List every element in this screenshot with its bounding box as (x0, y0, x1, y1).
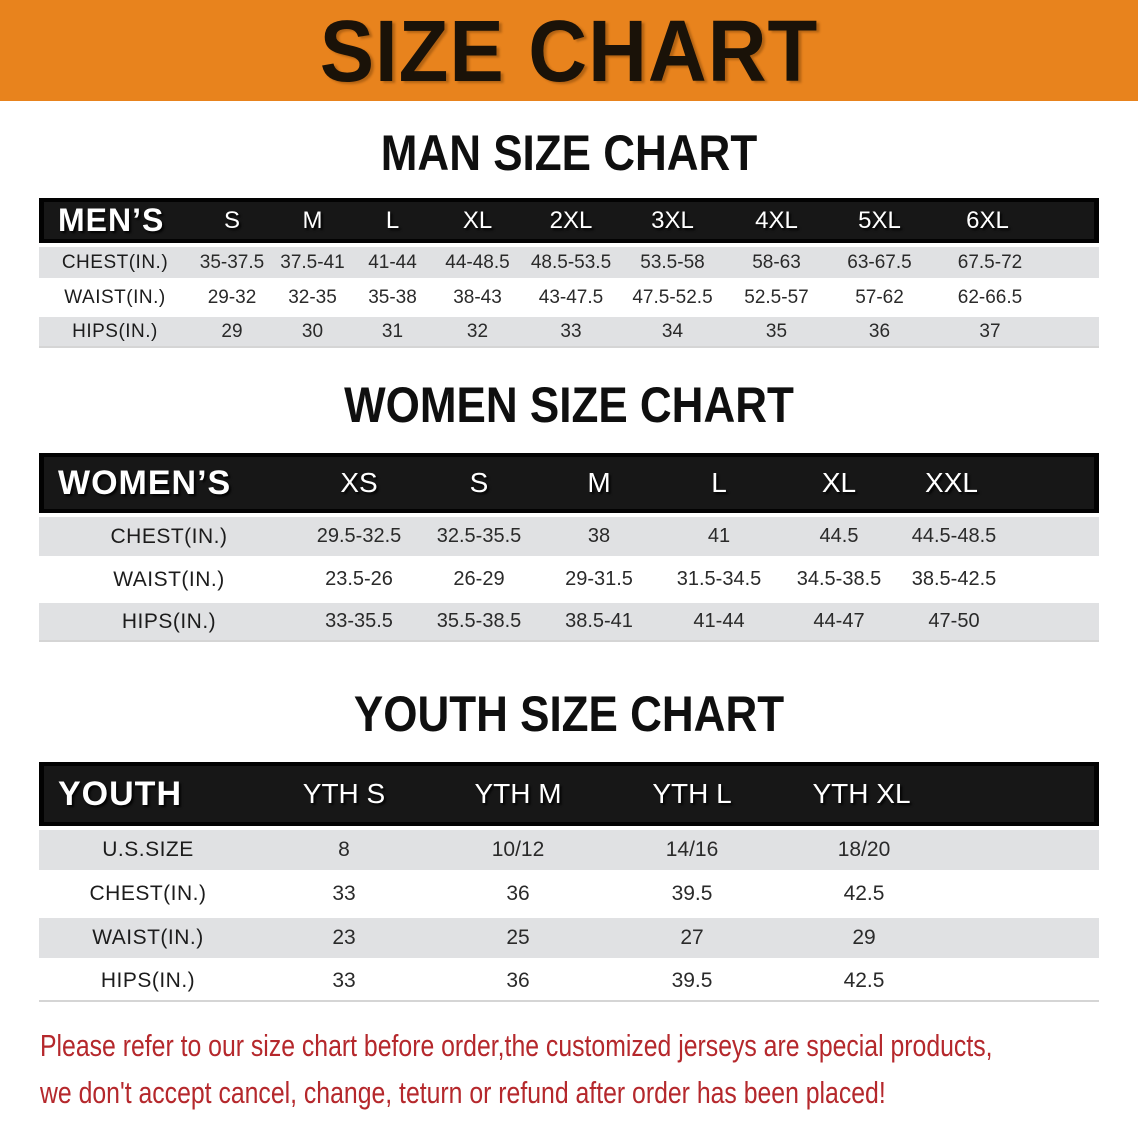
size-value-cell: 26-29 (419, 556, 539, 599)
size-column-header: M (273, 198, 352, 243)
youth-section-heading: YOUTH SIZE CHART (353, 686, 785, 742)
row-label: HIPS(IN.) (39, 958, 257, 1002)
size-value-cell: 44-47 (779, 599, 899, 642)
size-value-cell: 47.5-52.5 (620, 278, 725, 313)
size-value-cell: 37.5-41 (273, 243, 352, 278)
size-column-header: XS (299, 453, 419, 513)
size-value-cell: 58-63 (725, 243, 828, 278)
women-size-table (39, 453, 1099, 642)
size-header-row (39, 762, 1099, 826)
size-value-cell: 29.5-32.5 (299, 513, 419, 556)
size-value-cell: 41 (659, 513, 779, 556)
size-column-header: YTH M (431, 762, 605, 826)
youth-size-section (0, 688, 1138, 1002)
men-size-section (0, 127, 1138, 348)
size-value-cell: 29 (779, 914, 1099, 958)
row-label: WAIST(IN.) (39, 278, 191, 313)
size-column-header: 5XL (828, 198, 931, 243)
size-value-cell: 48.5-53.5 (522, 243, 620, 278)
size-value-cell: 52.5-57 (725, 278, 828, 313)
size-column-header: 3XL (620, 198, 725, 243)
size-value-cell: 32.5-35.5 (419, 513, 539, 556)
size-value-cell: 8 (257, 826, 431, 870)
measurement-row (39, 278, 1099, 313)
size-value-cell: 32-35 (273, 278, 352, 313)
men-size-table (39, 198, 1099, 348)
size-value-cell: 10/12 (431, 826, 605, 870)
order-notice (0, 1024, 1138, 1116)
size-header-row (39, 198, 1099, 243)
size-value-cell: 44.5 (779, 513, 899, 556)
notice-line-2: we don't accept cancel, change, teturn or refund after order has been placed! (40, 1074, 886, 1110)
notice-line-1: Please refer to our size chart before order,the customized jerseys are special products, (40, 1028, 993, 1063)
size-value-cell: 43-47.5 (522, 278, 620, 313)
size-column-header: S (191, 198, 273, 243)
measurement-row (39, 243, 1099, 278)
size-column-header: L (659, 453, 779, 513)
size-value-cell: 23 (257, 914, 431, 958)
size-value-cell: 47-50 (899, 599, 1099, 642)
size-value-cell: 42.5 (779, 870, 1099, 914)
size-column-header: M (539, 453, 659, 513)
youth-size-table (39, 762, 1099, 1002)
size-value-cell: 34 (620, 313, 725, 348)
measurement-row (39, 914, 1099, 958)
measurement-row (39, 313, 1099, 348)
size-column-header: 6XL (931, 198, 1099, 243)
row-label: CHEST(IN.) (39, 513, 299, 556)
women-size-section (0, 379, 1138, 642)
size-value-cell: 41-44 (659, 599, 779, 642)
size-value-cell: 44.5-48.5 (899, 513, 1099, 556)
size-value-cell: 31.5-34.5 (659, 556, 779, 599)
size-value-cell: 31 (352, 313, 433, 348)
size-value-cell: 29-32 (191, 278, 273, 313)
size-value-cell: 38.5-41 (539, 599, 659, 642)
size-column-header: YTH L (605, 762, 779, 826)
size-value-cell: 36 (431, 870, 605, 914)
size-value-cell: 41-44 (352, 243, 433, 278)
size-value-cell: 44-48.5 (433, 243, 522, 278)
row-label: WAIST(IN.) (39, 556, 299, 599)
size-column-header: XL (433, 198, 522, 243)
measurement-row (39, 556, 1099, 599)
size-value-cell: 62-66.5 (931, 278, 1099, 313)
size-column-header: L (352, 198, 433, 243)
row-label: U.S.SIZE (39, 826, 257, 870)
size-value-cell: 32 (433, 313, 522, 348)
men-section-heading: MAN SIZE CHART (380, 125, 758, 181)
size-value-cell: 29 (191, 313, 273, 348)
size-value-cell: 33 (257, 958, 431, 1002)
measurement-row (39, 826, 1099, 870)
row-label: CHEST(IN.) (39, 870, 257, 914)
size-value-cell: 18/20 (779, 826, 1099, 870)
size-column-header: XL (779, 453, 899, 513)
banner (0, 0, 1138, 101)
size-value-cell: 53.5-58 (620, 243, 725, 278)
size-value-cell: 36 (828, 313, 931, 348)
size-value-cell: 25 (431, 914, 605, 958)
size-value-cell: 33 (257, 870, 431, 914)
group-label: MEN’S (39, 198, 191, 243)
group-label: YOUTH (39, 762, 257, 826)
size-value-cell: 42.5 (779, 958, 1099, 1002)
size-value-cell: 38 (539, 513, 659, 556)
size-value-cell: 37 (931, 313, 1099, 348)
size-chart-content (0, 127, 1138, 1002)
size-column-header: S (419, 453, 539, 513)
size-value-cell: 34.5-38.5 (779, 556, 899, 599)
size-value-cell: 33-35.5 (299, 599, 419, 642)
measurement-row (39, 599, 1099, 642)
size-value-cell: 63-67.5 (828, 243, 931, 278)
size-value-cell: 36 (431, 958, 605, 1002)
size-value-cell: 38-43 (433, 278, 522, 313)
size-column-header: YTH S (257, 762, 431, 826)
size-value-cell: 35.5-38.5 (419, 599, 539, 642)
size-value-cell: 35-37.5 (191, 243, 273, 278)
women-section-heading: WOMEN SIZE CHART (344, 377, 794, 433)
row-label: CHEST(IN.) (39, 243, 191, 278)
group-label: WOMEN’S (39, 453, 299, 513)
size-column-header: XXL (899, 453, 1099, 513)
measurement-row (39, 513, 1099, 556)
size-value-cell: 39.5 (605, 870, 779, 914)
size-value-cell: 30 (273, 313, 352, 348)
row-label: HIPS(IN.) (39, 599, 299, 642)
size-value-cell: 27 (605, 914, 779, 958)
size-value-cell: 39.5 (605, 958, 779, 1002)
size-value-cell: 33 (522, 313, 620, 348)
size-column-header: YTH XL (779, 762, 1099, 826)
row-label: WAIST(IN.) (39, 914, 257, 958)
size-value-cell: 35-38 (352, 278, 433, 313)
size-value-cell: 29-31.5 (539, 556, 659, 599)
page-title: SIZE CHART (319, 1, 819, 100)
size-value-cell: 57-62 (828, 278, 931, 313)
size-value-cell: 23.5-26 (299, 556, 419, 599)
row-label: HIPS(IN.) (39, 313, 191, 348)
size-value-cell: 38.5-42.5 (899, 556, 1099, 599)
size-column-header: 2XL (522, 198, 620, 243)
size-header-row (39, 453, 1099, 513)
size-value-cell: 35 (725, 313, 828, 348)
size-column-header: 4XL (725, 198, 828, 243)
size-value-cell: 14/16 (605, 826, 779, 870)
size-value-cell: 67.5-72 (931, 243, 1099, 278)
measurement-row (39, 958, 1099, 1002)
measurement-row (39, 870, 1099, 914)
